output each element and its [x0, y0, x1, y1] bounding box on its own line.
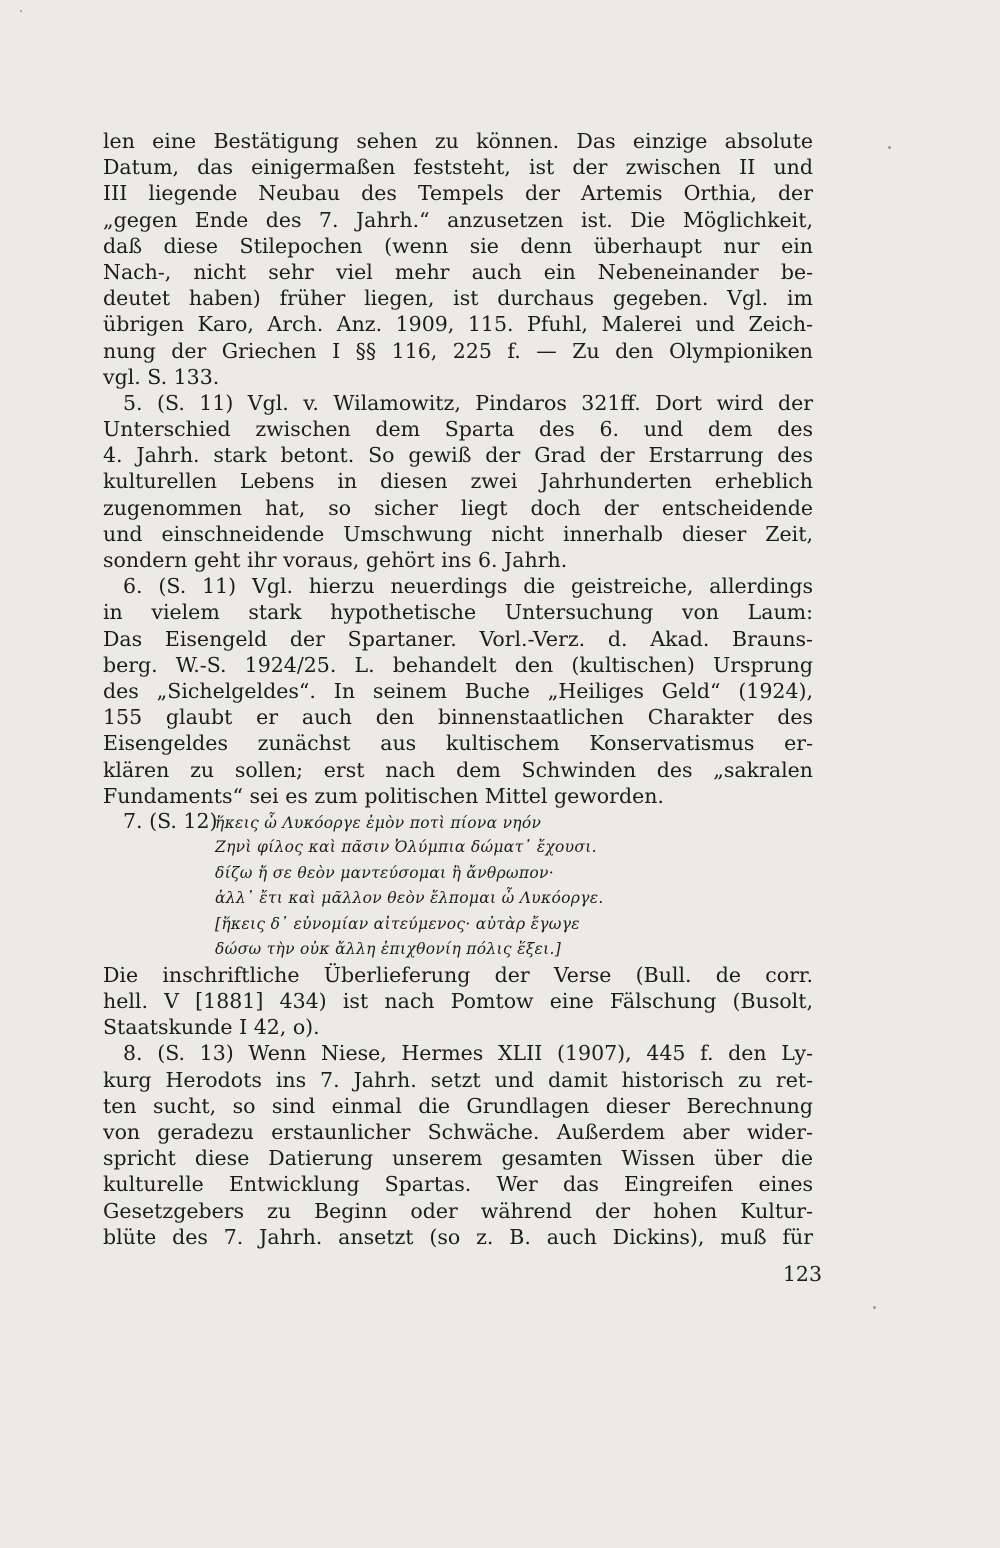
- text-line: in vielem stark hypothetische Untersuchung von Laum:: [103, 600, 813, 625]
- text-line: nung der Griechen I §§ 116, 225 f. — Zu den Olympioniken: [103, 338, 813, 363]
- text-line: daß diese Stilepochen (wenn sie denn überhaupt nur ein: [103, 233, 813, 258]
- text-line: Das Eisengeld der Spartaner. Vorl.-Verz. d. Akad. Brauns-: [103, 626, 813, 651]
- text-line: „gegen Ende des 7. Jahrh.“ anzusetzen ist. Die Möglichkeit,: [103, 207, 813, 232]
- text-line: blüte des 7. Jahrh. ansetzt (so z. B. auch Dickins), muß für: [103, 1224, 813, 1249]
- greek-verse: ἥκεις ὦ Λυκόοργε ἐμὸν ποτὶ πίονα νηόν: [215, 813, 542, 832]
- text-line: 4. Jahrh. stark betont. So gewiß der Grad der Erstarrung des: [103, 443, 813, 468]
- text-line: kulturelle Entwicklung Spartas. Wer das Eingreifen eines: [103, 1172, 813, 1197]
- text-line: Gesetzgebers zu Beginn oder während der hohen Kultur-: [103, 1198, 813, 1223]
- text-line: hell. V [1881] 434) ist nach Pomtow eine Fälschung (Busolt,: [103, 989, 813, 1014]
- note-7-commentary: [103, 962, 813, 1041]
- greek-verse: Ζηνὶ φίλος καὶ πᾶσιν Ὀλύμπια δώματ᾽ ἔχουσι.: [215, 838, 597, 857]
- greek-verse-line: [103, 911, 813, 937]
- text-line: ten sucht, so sind einmal die Grundlagen dieser Berechnung: [103, 1093, 813, 1118]
- paper-speck: [20, 10, 22, 12]
- text-line: 155 glaubt er auch den binnenstaatlichen Charakter des: [103, 705, 813, 730]
- text-line: von geradezu erstaunlicher Schwäche. Außerdem aber wider-: [103, 1120, 813, 1144]
- greek-verse: [ἥκεις δ᾽ εὐνομίαν αἰτεύμενος· αὐτὰρ ἔγωγε: [215, 914, 580, 933]
- text-line: Staatskunde I 42, o).: [103, 1015, 320, 1040]
- paper-speck: [888, 146, 891, 149]
- text-line: deutet haben) früher liegen, ist durchaus gegeben. Vgl. im: [103, 286, 813, 311]
- text-line: zugenommen hat, so sicher liegt doch der entscheidende: [103, 495, 813, 520]
- greek-verse-line: [103, 834, 813, 860]
- text-line: Unterschied zwischen dem Sparta des 6. und dem des: [103, 417, 813, 442]
- greek-verse: δώσω τὴν οὐκ ἄλλη ἐπιχθονίη πόλις ἕξει.]: [215, 940, 562, 959]
- text-line: Datum, das einigermaßen feststeht, ist der zwischen II und: [103, 155, 813, 180]
- text-line: 8. (S. 13) Wenn Niese, Hermes XLII (1907), 445 f. den Ly-: [123, 1041, 813, 1066]
- text-line: 5. (S. 11) Vgl. v. Wilamowitz, Pindaros 321ff. Dort wird der: [123, 390, 813, 415]
- text-line: Die inschriftliche Überlieferung der Verse (Bull. de corr.: [103, 962, 813, 987]
- greek-verse-line: [103, 809, 813, 835]
- text-line: vgl. S. 133.: [103, 364, 220, 389]
- note-8: [103, 1040, 813, 1250]
- note-label: 7. (S. 12): [123, 808, 218, 833]
- note-5: [103, 390, 813, 573]
- text-line: berg. W.-S. 1924/25. L. behandelt den (kultischen) Ursprung: [103, 652, 813, 677]
- page-body: [103, 128, 813, 1250]
- greek-verse: δίζω ἤ σε θεὸν μαντεύσομαι ἢ ἄνθρωπον·: [215, 863, 554, 882]
- text-line: spricht diese Datierung unserem gesamten Wissen über die: [103, 1146, 813, 1171]
- text-line: sondern geht ihr voraus, gehört ins 6. Jahrh.: [103, 548, 568, 572]
- text-line: des „Sichelgeldes“. In seinem Buche „Heiliges Geld“ (1924),: [103, 678, 813, 703]
- text-line: Nach-, nicht sehr viel mehr auch ein Nebeneinander be-: [103, 259, 813, 284]
- text-line: und einschneidende Umschwung nicht innerhalb dieser Zeit,: [103, 521, 813, 546]
- note-7-greek-verses: [103, 809, 813, 962]
- greek-verse-line: [103, 885, 813, 911]
- text-line: 6. (S. 11) Vgl. hierzu neuerdings die geistreiche, allerdings: [123, 574, 813, 599]
- note-6: [103, 573, 813, 809]
- text-line: Fundaments“ sei es zum politischen Mittel geworden.: [103, 783, 664, 808]
- greek-verse-line: [103, 860, 813, 886]
- text-line: kurg Herodots ins 7. Jahrh. setzt und damit historisch zu ret-: [103, 1067, 813, 1092]
- text-line: kulturellen Lebens in diesen zwei Jahrhunderten erheblich: [103, 469, 813, 494]
- text-line: übrigen Karo, Arch. Anz. 1909, 115. Pfuhl, Malerei und Zeich-: [103, 312, 813, 337]
- text-line: klären zu sollen; erst nach dem Schwinden des „sakralen: [103, 757, 813, 782]
- text-line: III liegende Neubau des Tempels der Artemis Orthia, der: [103, 181, 813, 206]
- text-line: Eisengeldes zunächst aus kultischem Konservatismus er-: [103, 731, 813, 756]
- page-number: 123: [782, 1262, 822, 1286]
- paper-speck: [873, 1306, 876, 1309]
- greek-verse-line: [103, 936, 813, 962]
- paragraph-continuation: [103, 128, 813, 390]
- greek-verse: ἀλλ᾽ ἔτι καὶ μᾶλλον θεὸν ἔλπομαι ὦ Λυκόοργε.: [215, 889, 604, 908]
- text-line: len eine Bestätigung sehen zu können. Das einzige absolute: [103, 129, 813, 153]
